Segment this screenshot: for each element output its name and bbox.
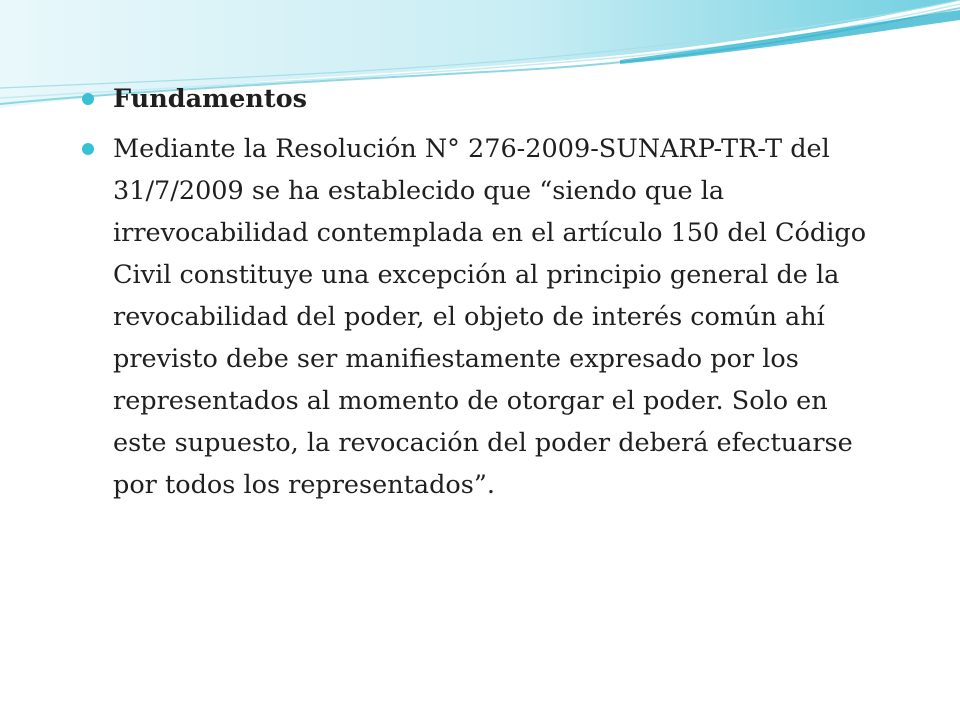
bullet-heading (78, 78, 878, 120)
bullet-body (78, 128, 878, 506)
bullet-icon (82, 143, 94, 155)
heading-text: Fundamentos (113, 84, 307, 114)
body-text: Mediante la Resolución N° 276-2009-SUNARP-TR-T del 31/7/2009 se ha establecido que “siendo que la irrevocabilidad contemplada en el artículo 150 del Código Civil constituye una excepción al principio general de la revocabilidad del poder, el objeto de interés común ahí previsto debe ser manifiestamente expresado por los representados al momento de otorgar el poder. Solo en este supuesto, la revocación del poder deberá efectuarse por todos los representados”. (113, 134, 867, 500)
bullet-icon (82, 93, 94, 105)
bullet-list (78, 78, 878, 506)
slide-content (78, 78, 878, 514)
